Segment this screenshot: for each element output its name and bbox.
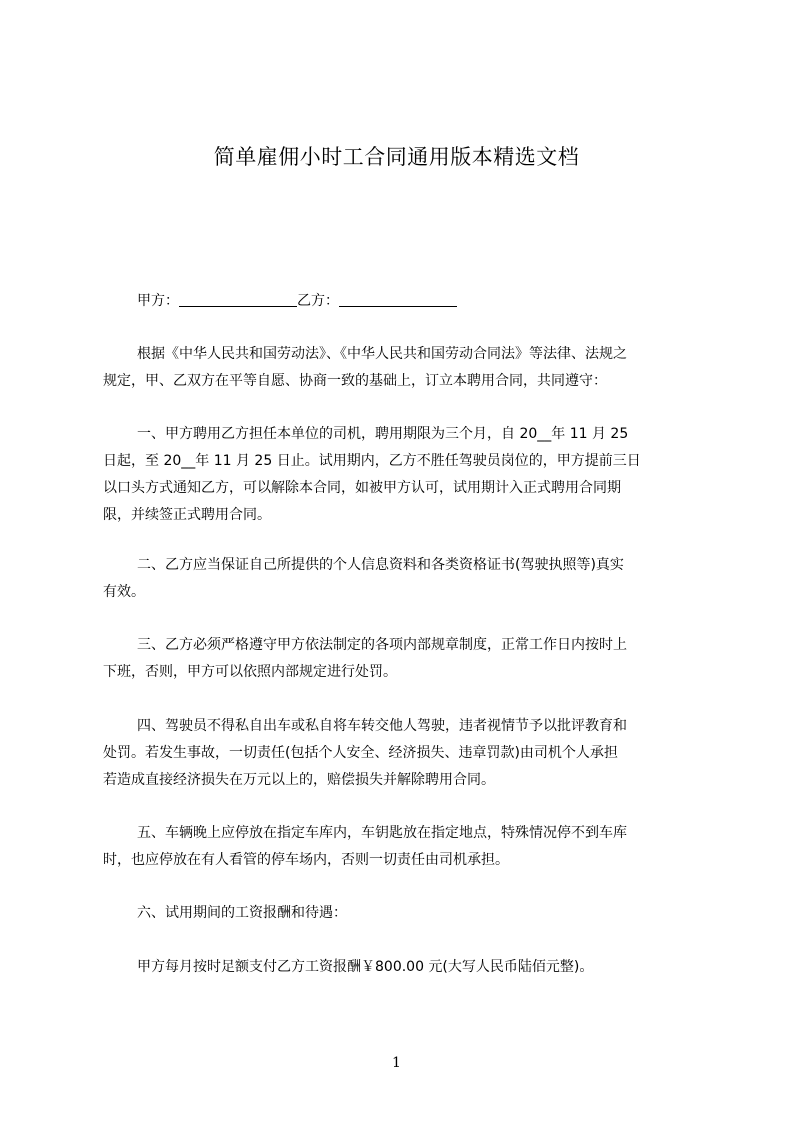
text-line: 一、甲方聘用乙方担任本单位的司机，聘用期限为三个月，自 20__年 11 月 25 (137, 426, 629, 442)
text-line: 下班，否则，甲方可以依照内部规定进行处罚。 (103, 664, 397, 680)
page-number: 1 (392, 1055, 401, 1071)
text-line: 限，并续签正式聘用合同。 (103, 507, 271, 523)
party-b-label: 乙方： (297, 293, 339, 309)
text-line: 三、乙方必须严格遵守甲方依法制定的各项内部规章制度，正常工作日内按时上 (137, 637, 627, 653)
party-line (137, 290, 457, 312)
text-line: 四、驾驶员不得私自出车或私自将车转交他人驾驶，违者视情节予以批评教育和 (137, 718, 627, 734)
salary-paragraph (103, 954, 703, 981)
party-b-blank (339, 291, 457, 307)
clause-4-paragraph (103, 713, 703, 794)
text-line: 时，也应停放在有人看管的停车场内，否则一切责任由司机承担。 (103, 852, 509, 868)
text-line: 六、试用期间的工资报酬和待遇： (137, 905, 347, 921)
text-line: 日起，至 20__年 11 月 25 日止。试用期内，乙方不胜任驾驶员岗位的，甲方提前三日 (103, 453, 641, 469)
text-line: 有效。 (103, 584, 145, 600)
text-line: 规定，甲、乙双方在平等自愿、协商一致的基础上，订立本聘用合同，共同遵守： (103, 373, 607, 389)
clause-3-paragraph (103, 632, 703, 686)
text-line: 若造成直接经济损失在万元以上的，赔偿损失并解除聘用合同。 (103, 772, 495, 788)
text-line: 根据《中华人民共和国劳动法》、《中华人民共和国劳动合同法》等法律、法规之 (137, 346, 627, 362)
clause-5-paragraph (103, 820, 703, 874)
party-a-blank (179, 291, 297, 307)
text-line: 处罚。若发生事故，一切责任(包括个人安全、经济损失、违章罚款)由司机个人承担 (103, 745, 618, 761)
intro-paragraph (103, 341, 703, 395)
document-title: 简单雇佣小时工合同通用版本精选文档 (213, 145, 580, 169)
clause-1-paragraph (103, 421, 703, 529)
clause-2-paragraph (103, 552, 703, 606)
text-line: 以口头方式通知乙方，可以解除本合同，如被甲方认可，试用期计入正式聘用合同期 (103, 480, 621, 496)
party-a-label: 甲方： (137, 293, 179, 309)
text-line: 甲方每月按时足额支付乙方工资报酬￥800.00 元(大写人民币陆佰元整)。 (137, 959, 594, 975)
text-line: 二、乙方应当保证自己所提供的个人信息资料和各类资格证书(驾驶执照等)真实 (137, 557, 624, 573)
text-line: 五、车辆晚上应停放在指定车库内，车钥匙放在指定地点，特殊情况停不到车库 (137, 825, 627, 841)
clause-6-paragraph (103, 900, 703, 927)
